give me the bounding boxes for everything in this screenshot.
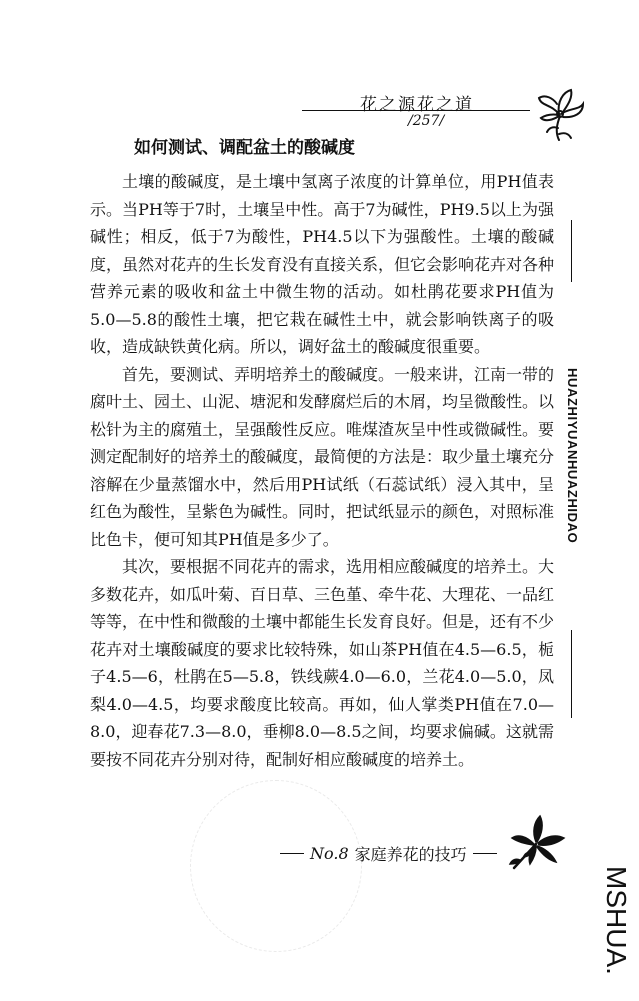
faint-watermark-seal [190, 780, 362, 952]
flower-sprig-icon [506, 808, 570, 882]
flower-ornament-icon [533, 84, 589, 146]
footer-dash [473, 853, 497, 854]
side-band [560, 220, 584, 718]
page-number: /257/ [408, 113, 445, 129]
body-text [90, 168, 554, 773]
running-header-title: 花之源花之道 [360, 95, 474, 115]
book-title: 家庭养花的技巧 [354, 845, 467, 864]
side-rule-top [571, 220, 572, 282]
section-title: 如何测试、调配盆土的酸碱度 [134, 138, 355, 158]
side-vertical-title: HUAZHIYUANHUAZHIDAO [565, 368, 580, 544]
paragraph: 其次，要根据不同花卉的需求，选用相应酸碱度的培养土。大多数花卉，如瓜叶菊、百日草、三色堇、牵牛花、大理花、一品红等等，在中性和微酸的土壤中都能生长发育良好。但是，还有不少花卉对土壤酸碱度的要求比较特殊，如山茶PH值在4.5—6.5，栀子4.5—6，杜鹃在5—5.8，铁线蕨4.0—6.0，兰花4.0—5.0，凤梨4.0—4.5，均要求酸度比较高。再如，仙人掌类PH值在7.0—8.0，迎春花7.3—8.0，垂柳8.0—8.5之间，均要求偏碱。这就需要按不同花卉分别对待，配制好相应酸碱度的培养土。 [90, 557, 555, 769]
header-rule [302, 110, 530, 111]
footer-dash [280, 853, 304, 854]
side-rule-bottom [571, 630, 572, 718]
series-number: No.8 [310, 844, 349, 863]
running-footer [280, 842, 497, 865]
watermark-text: MSHUA. [601, 866, 632, 975]
paragraph: 首先，要测试、弄明培养土的酸碱度。一般来讲，江南一带的腐叶土、园土、山泥、塘泥和发酵腐烂后的木屑，均呈微酸性。以松针为主的腐殖土，呈强酸性反应。唯煤渣灰呈中性或微碱性。要测定配制好的培养土的酸碱度，最简便的方法是：取少量土壤充分溶解在少量蒸馏水中，然后用PH试纸（石蕊试纸）浸入其中，呈红色为酸性，呈紫色为碱性。同时，把试纸显示的颜色，对照标准比色卡，便可知其PH值是多少了。 [90, 364, 555, 549]
paragraph: 土壤的酸碱度，是土壤中氢离子浓度的计算单位，用PH值表示。当PH等于7时，土壤呈中性。高于7为碱性，PH9.5以上为强碱性；相反，低于7为酸性，PH4.5以下为强酸性。土壤的酸碱度，虽然对花卉的生长发育没有直接关系，但它会影响花卉对各种营养元素的吸收和盆土中微生物的活动。如杜鹃花要求PH值为5.0—5.8的酸性土壤，把它栽在碱性土中，就会影响铁离子的吸收，造成缺铁黄化病。所以，调好盆土的酸碱度很重要。 [90, 172, 555, 356]
